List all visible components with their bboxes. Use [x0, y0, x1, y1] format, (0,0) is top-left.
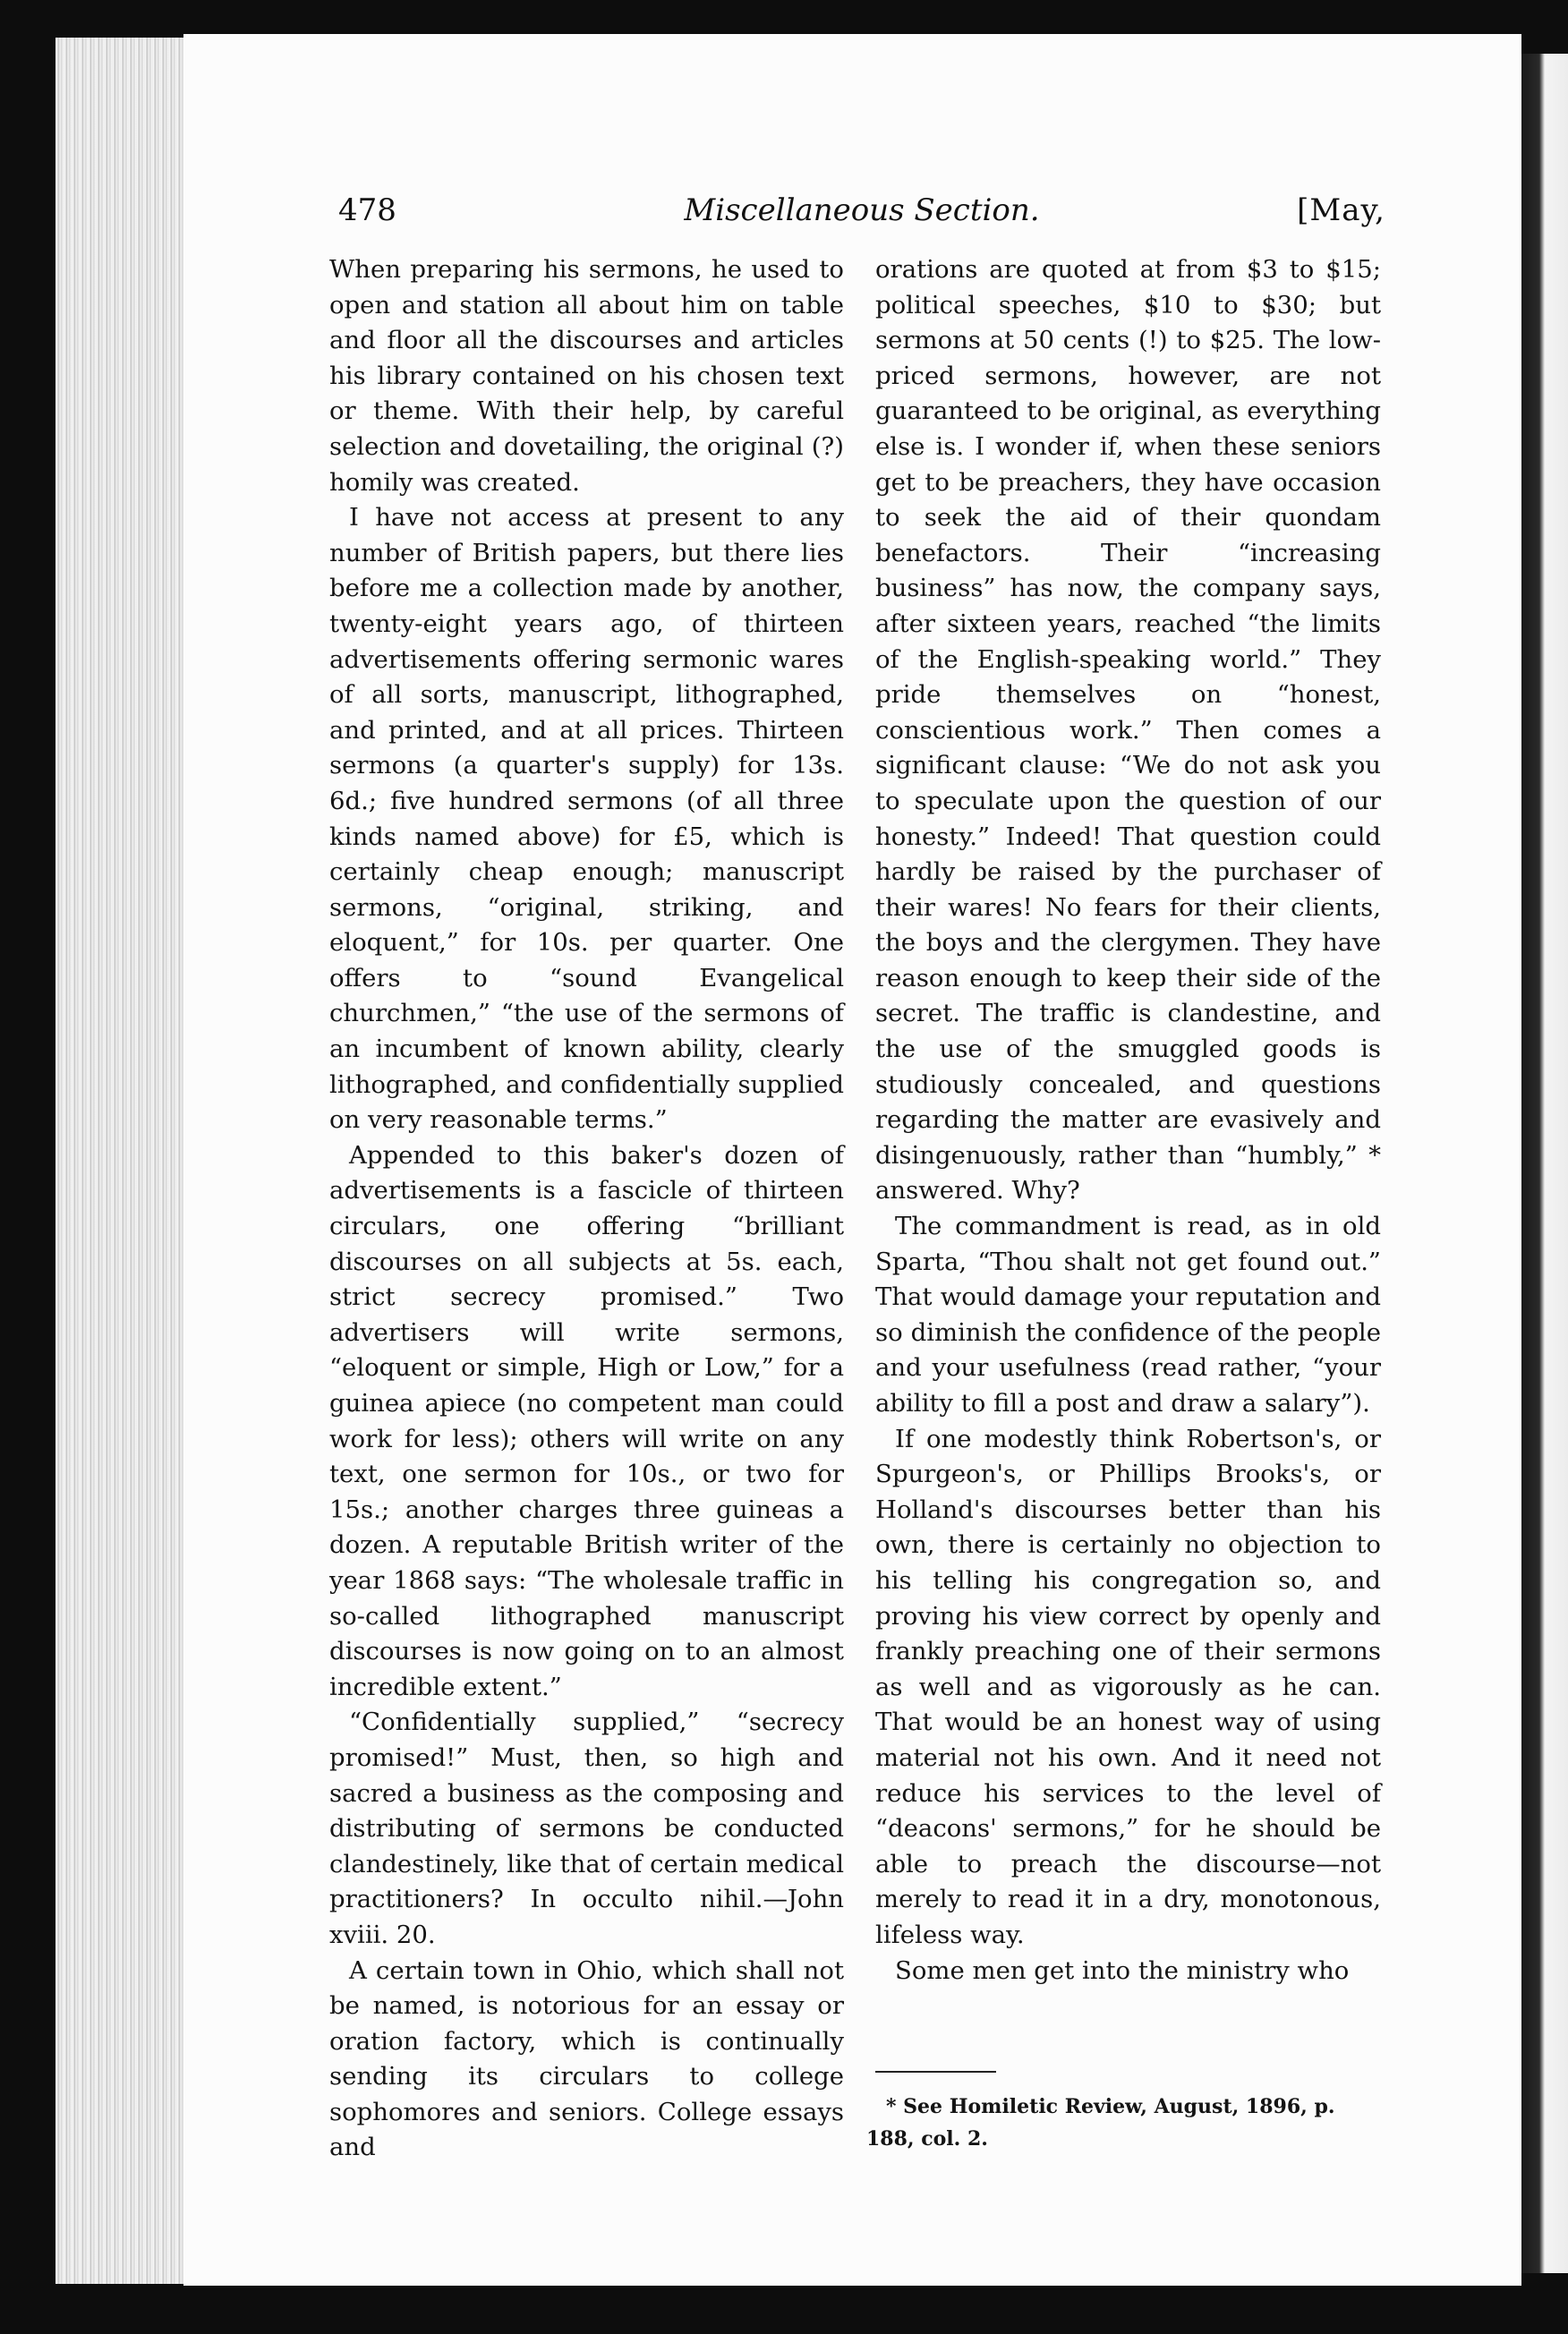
paragraph: Appended to this baker's dozen of advertisements is a fascicle of thirteen circulars, one offering “brilliant discourses on all subjects at 5s. each, strict secrecy promised.” Two advertisers will write sermons, “eloquent or simple, High or Low,” for a guinea apiece (no competent man could work for less); others will write on any text, one sermon for 10s., or two for 15s.; another charges three guineas a dozen. A reputable British writer of the year 1868 says: “The wholesale traffic in so-called lithographed manuscript discourses is now going on to an almost incredible extent.” [329, 1140, 844, 1701]
paragraph: Some men get into the ministry who [895, 1955, 1350, 1985]
paragraph: A certain town in Ohio, which shall not be named, is notorious for an essay or oration factory, which is continually sending its circulars to college sophomores and seniors. College essays and [329, 1955, 844, 2162]
paragraph: I have not access at present to any number of British papers, but there lies before me a collection made by another, twenty-eight years ago, of thirteen advertisements offering sermonic wares of all sorts, manuscript, lithographed, and printed, and at all prices. Thirteen sermons (a quarter's supply) for 13s. 6d.; five hundred sermons (of all three kinds named above) for £5, which is certainly cheap enough; manuscript sermons, “original, striking, and eloquent,” for 10s. per quarter. One offers to “sound Evangelical churchmen,” “the use of the sermons of an incumbent of known ability, clearly lithographed, and confidentially supplied on very reasonable terms.” [329, 503, 844, 1135]
running-head-month: [May, [1297, 192, 1385, 228]
footnote: * See Homiletic Review, August, 1896, p. 188, col. 2. [866, 2095, 1335, 2151]
section-title: Miscellaneous Section. [684, 192, 1040, 228]
right-column [875, 252, 1381, 1989]
facing-page-edge [1521, 54, 1568, 2273]
left-column [329, 252, 844, 2166]
running-head [338, 183, 1385, 237]
paragraph: orations are quoted at from $3 to $15; political speeches, $10 to $30; but sermons at 50 cents (!) to $25. The low-priced sermons, however, are not guaranteed to be original, as everything else is. I wonder if, when these seniors get to be preachers, they have occasion to seek the aid of their quondam benefactors. Their “increasing business” has now, the company says, after sixteen years, reached “the limits of the English-speaking world.” They pride themselves on “honest, conscientious work.” Then comes a significant clause: “We do not ask you to speculate upon the question of our honesty.” Indeed! That question could hardly be raised by the purchaser of their wares! No fears for their clients, the boys and the clergymen. They have reason enough to keep their side of the secret. The traffic is clandestine, and the use of the smuggled goods is studiously concealed, and questions regarding the matter are evasively and disingenuously, rather than “humbly,” * answered. Why? [875, 255, 1381, 1205]
footnote-divider [875, 2071, 996, 2073]
page-number: 478 [338, 192, 396, 228]
paragraph: If one modestly think Robertson's, or Spurgeon's, or Phillips Brooks's, or Holland's discourses better than his own, there is certainly no objection to his telling his congregation so, and proving his view correct by openly and frankly preaching one of their sermons as well and as vigorously as he can. That would be an honest way of using material not his own. And it need not reduce his services to the level of “deacons' sermons,” for he should be able to preach the discourse—not merely to read it in a dry, monotonous, lifeless way. [875, 1424, 1381, 1949]
paragraph: The commandment is read, as in old Sparta, “Thou shalt not get found out.” That would damage your reputation and so diminish the confidence of the people and your usefulness (read rather, “your ability to fill a post and draw a salary”). [875, 1212, 1381, 1418]
page-stack-edge [55, 38, 190, 2284]
paragraph: When preparing his sermons, he used to open and station all about him on table and floor all the discourses and articles his library contained on his chosen text or theme. With their help, by careful selection and dovetailing, the original (?) homily was created. [329, 255, 844, 497]
paragraph: “Confidentially supplied,” “secrecy promised!” Must, then, so high and sacred a business as the composing and distributing of sermons be conducted clandestinely, like that of certain medical practitioners? In occulto nihil.—John xviii. 20. [329, 1708, 844, 1949]
